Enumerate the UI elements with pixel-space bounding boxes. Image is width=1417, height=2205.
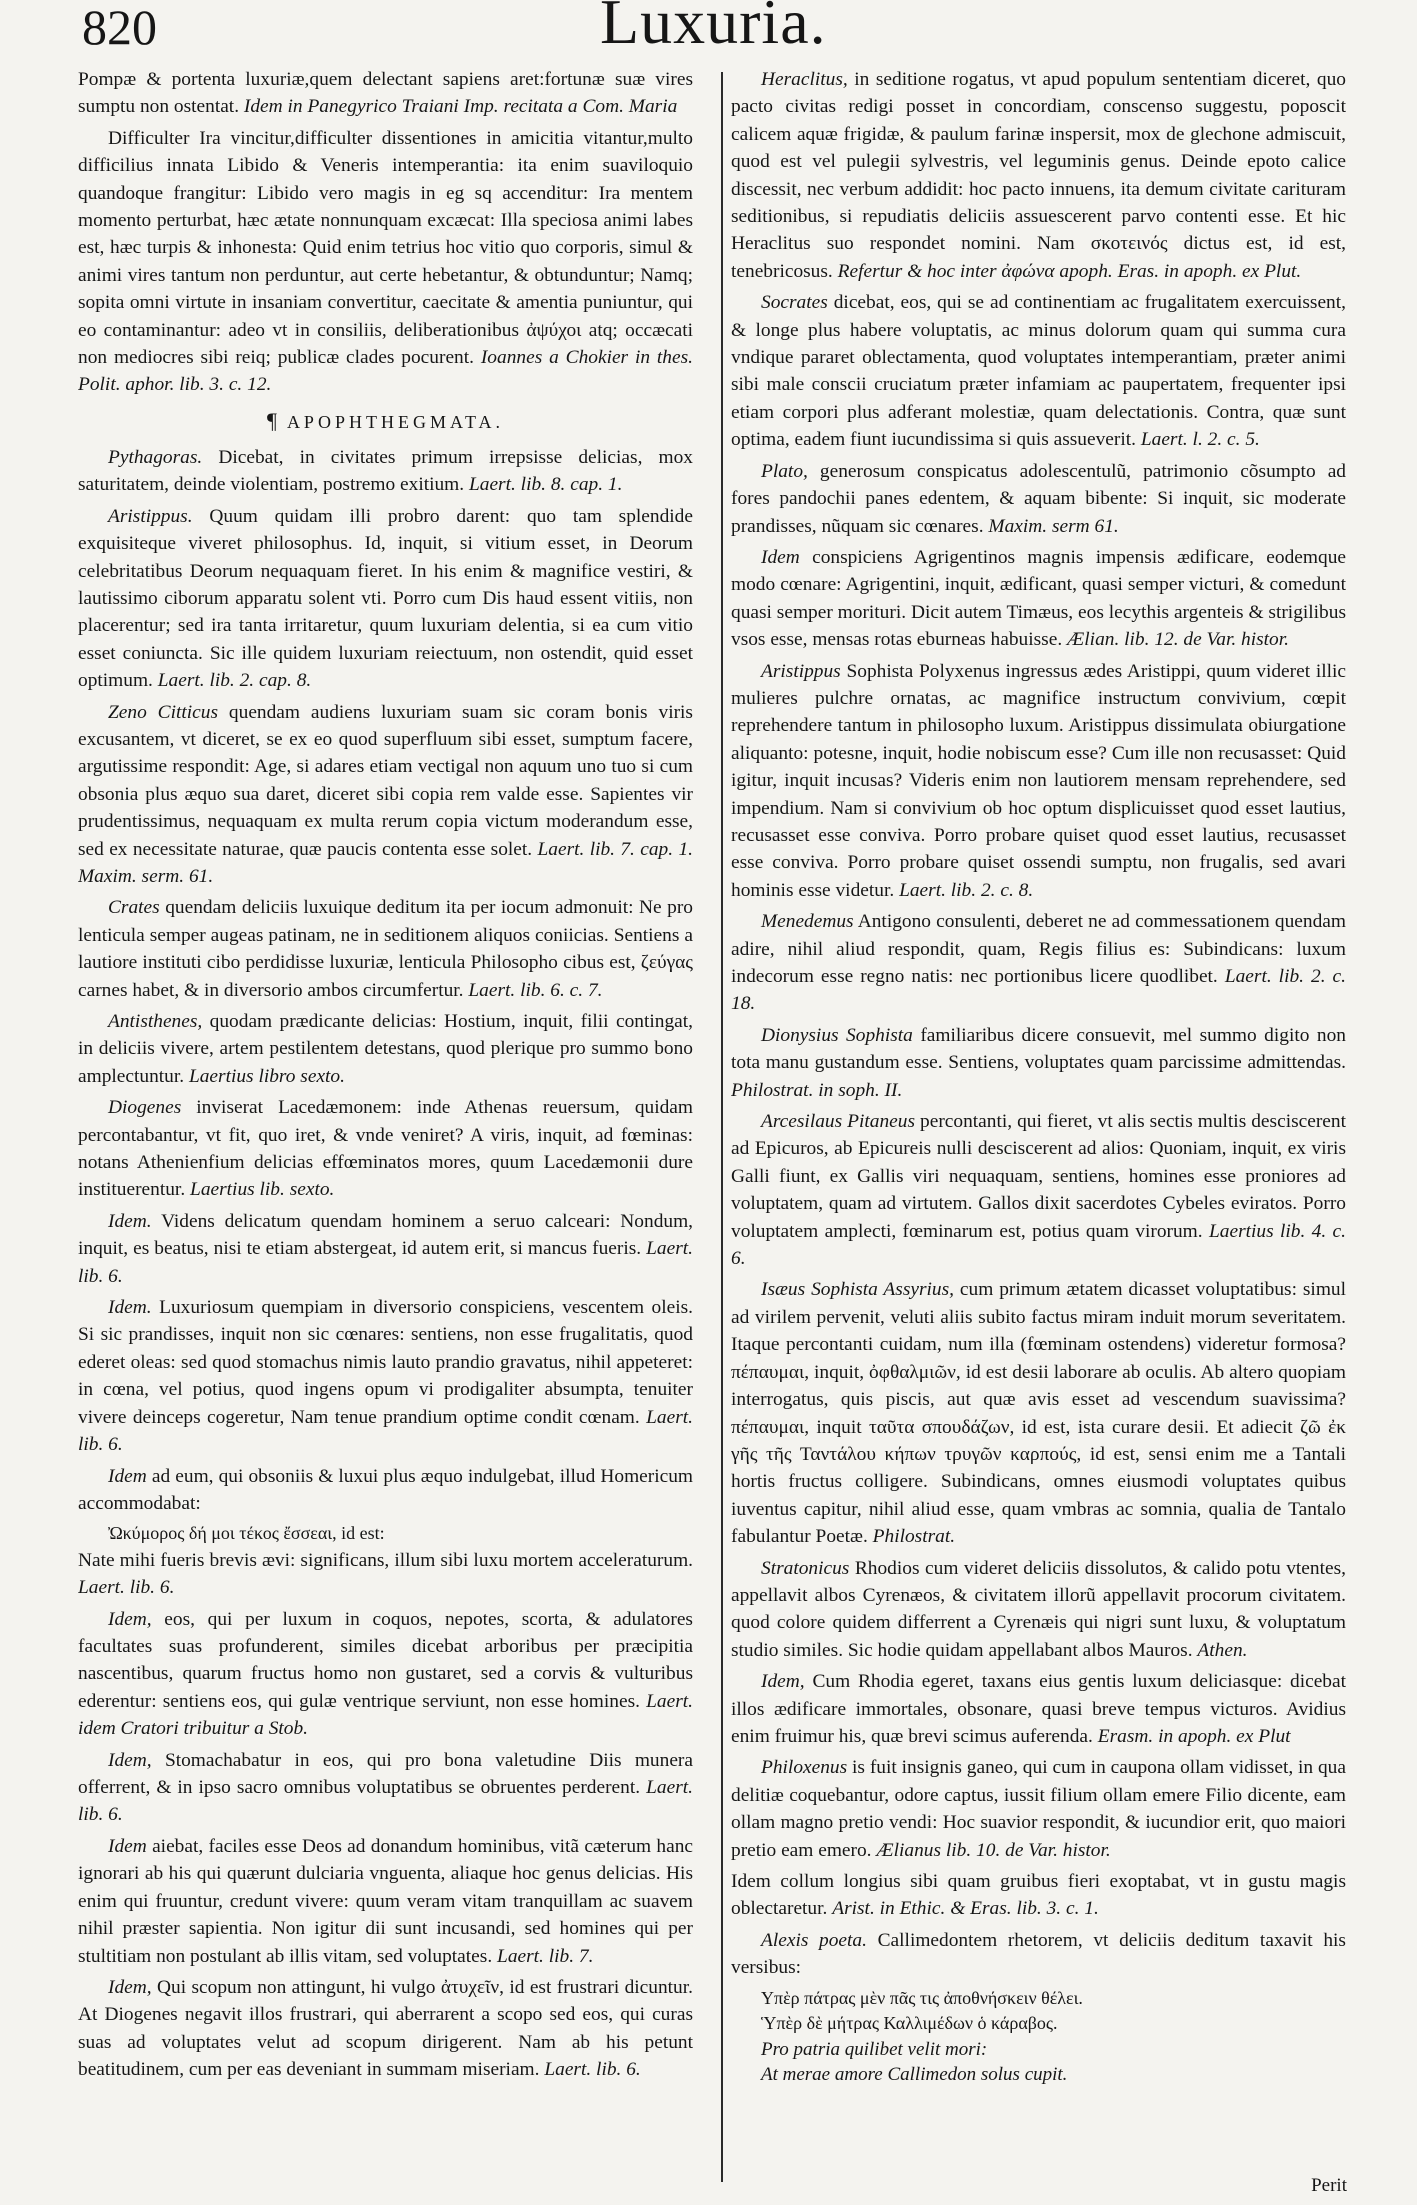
source-citation: Laert. lib. 2. cap. 8. bbox=[157, 670, 312, 692]
entry-text: Callimedontem rhetorem, vt deliciis deditum taxavit his versibus: bbox=[731, 1929, 1346, 1979]
source-citation: Laert. l. 2. c. 5. bbox=[1140, 429, 1260, 451]
source-citation: Idem in Panegyrico Traiani Imp. recitata a Com. Maria bbox=[243, 96, 678, 118]
source-citation: Maxim. serm 61. bbox=[988, 515, 1119, 537]
speaker-name: Aristippus bbox=[761, 660, 841, 682]
entry-text: familiaribus dicere consuevit, mel summo digito non tota manu gustandum esse. Sentiens, voluptates quam parcissime admittendas. bbox=[731, 1024, 1346, 1074]
entry-text: Stomachabatur in eos, qui pro bona valetudine Diis munera offerrent, & in ipso sacro omnibus voluptatibus se obruentes perderent. bbox=[78, 1749, 693, 1799]
entry-paragraph bbox=[731, 289, 1346, 453]
left-column bbox=[78, 66, 693, 2191]
speaker-name: Zeno Citticus bbox=[108, 701, 219, 723]
source-citation: Laert. lib. 6. bbox=[78, 1577, 175, 1599]
entry-text: Quum quidam illi probro darent: quo tam splendide exquisiteque viveret philosophus. Id, inquit, si vitium esset, in Deorum celebritatibus Deorum nequaquam fieret. In his enim & magnifice vestiri, & lautissimo ciborum apparatu solent vti. Porro cum Dis haud essent vitiis, non placerentur; sed ira tanta irritaretur, quum luxuriam delentia, si ea cum vitio esset coniuncta. Sic ille quidem luxuriam reiectuum, non ostendit, quid esset optimum. bbox=[78, 505, 693, 692]
right-column bbox=[731, 66, 1346, 2191]
entry-paragraph bbox=[731, 1108, 1346, 1272]
entry-paragraph bbox=[78, 1008, 693, 1090]
speaker-name: Socrates bbox=[761, 292, 828, 314]
text-columns bbox=[78, 66, 1364, 2196]
speaker-name: Dionysius Sophista bbox=[761, 1024, 913, 1046]
speaker-name: Alexis poeta. bbox=[761, 1929, 867, 1951]
entry-text: Nate mihi fueris brevis ævi: significans, illum sibi luxu mortem acceleraturum. bbox=[78, 1549, 693, 1571]
source-citation: Laertius libro sexto. bbox=[188, 1065, 345, 1087]
entry-text: quendam audiens luxuriam suam sic coram bonis viris excusantem, vt diceret, se ex eo quod superfluum sibi esset, sumptum facere, argutissime respondit: Age, si adares etiam vectigal non aquum uno tuo si cum obsonia plus æquo sua daret, diceret sibi copia rem valde esse. Sapientes vir prudentissimus, nequaquam ex multa rerum copia victum moderandum esse, sed ex necessitate naturae, quæ paucis contenta esse solet. bbox=[78, 701, 693, 860]
entry-text: conspiciens Agrigentinos magnis impensis ædificare, eodemque modo cœnare: Agrigentini, inquit, ædificant, quasi semper victuri, & comedunt quasi semper morituri. Dicit autem Timæus, eos lecythis argenteis & strigilibus vsos esse, mensas rotas eburneas habuisse. bbox=[731, 546, 1346, 651]
speaker-name: Antisthenes, bbox=[108, 1011, 203, 1032]
speaker-name: Idem. bbox=[108, 1297, 152, 1319]
source-citation: Athen. bbox=[1197, 1639, 1248, 1661]
pilcrow-icon: ¶ bbox=[266, 407, 281, 433]
page-header bbox=[0, 0, 1417, 64]
catchword: Perit bbox=[1311, 2175, 1347, 2196]
speaker-name: Pythagoras. bbox=[108, 446, 203, 468]
source-citation: Laertius lib. 4. c. 6. bbox=[731, 1220, 1346, 1270]
speaker-name: Arcesilaus Pitaneus bbox=[761, 1111, 916, 1133]
entry-paragraph bbox=[78, 1094, 693, 1204]
speaker-name: Isæus Sophista Assyrius, bbox=[761, 1279, 955, 1301]
entry-paragraph bbox=[731, 458, 1346, 540]
entry-paragraph bbox=[78, 1606, 693, 1743]
entry-paragraph bbox=[731, 908, 1346, 1018]
running-title: Luxuria. bbox=[600, 0, 827, 57]
entry-paragraph bbox=[731, 1555, 1346, 1665]
entry-text: quendam deliciis luxuique deditum ita per iocum admonuit: Ne pro lenticula semper augeas patinam, ne in seditionem aliquos coniicias. Sentiens a lautiore instituti cibo perdidisse luxuriæ, lenticula Philosopho cibus est, ζεύγας carnes habet, & in diversorio ambos circumfertur. bbox=[78, 897, 693, 1001]
entry-paragraph bbox=[78, 66, 693, 121]
speaker-name: Aristippus. bbox=[108, 505, 193, 527]
speaker-name: Idem, bbox=[761, 1671, 805, 1693]
column-rule bbox=[721, 72, 723, 2182]
source-citation: Ælian. lib. 12. de Var. histor. bbox=[1067, 629, 1289, 651]
speaker-name: Idem bbox=[761, 546, 800, 568]
verse-line: Υπὲρ πάτρας μὲν πᾶς τις ἀποθνήσκειν θέλει. bbox=[761, 1987, 1083, 2008]
source-citation: Philostrat. in soph. II. bbox=[731, 1079, 903, 1101]
speaker-name: Idem. bbox=[108, 1210, 152, 1232]
entry-text: percontanti, qui fieret, vt alis sectis multis desciscerent ad Epicuros, ab Epicureis nulli desciscerent ad alios: Quoniam, inquit, ex viris Galli fiunt, ex Gallis viri nequaquam, sentiens, homines esse proniores ad voluptatem, quam ad virtutem. Gallos dixit sacerdotes Cybeles eviratos. Porro voluptatem amplecti, fœminarum est, potius quam virorum. bbox=[731, 1111, 1346, 1242]
entry-text: Luxuriosum quempiam in diversorio conspiciens, vescentem oleis. Si sic prandisses, inquit non sic cœnares: sentiens, non esse frugalitatis, quod ederet oleas: sed quod stomachus nimis lauto prandio gravatus, nihil appeteret: in cœna, vel potius, quod ingens opum vi prodigaliter absumpta, tenuiter vivere deinceps cogeretur, Nam tenue prandium optime condit cœnam. bbox=[78, 1297, 693, 1428]
source-citation: Laert. lib. 6. bbox=[78, 1406, 693, 1456]
entry-text: dicebat, eos, qui se ad continentiam ac frugalitatem exercuissent, & longe plus habere voluptatis, ac minus dolorum quam qui summa cura vndique pararet oblectamenta, quod voluptates intemperantiam, præter animi sibi male conscii cruciatum præter infamiam ac paupertatem, frequenter ipsi etiam corpori plus adferant molestiæ, quam delectationis. Contra, quæ sunt optima, eadem fiunt iucundissima si quis assueverit. bbox=[731, 292, 1346, 451]
entry-paragraph bbox=[78, 1547, 693, 1602]
verse-line: At merae amore Callimedon solus cupit. bbox=[761, 2064, 1068, 2086]
speaker-name: Idem bbox=[108, 1835, 147, 1857]
source-citation: Laertius lib. sexto. bbox=[190, 1179, 335, 1201]
entry-text: Dicebat, in civitates primum irrepsisse delicias, mox saturitatem, deinde violentiam, postremo exitium. bbox=[78, 446, 693, 496]
entry-paragraph bbox=[731, 658, 1346, 905]
page-number: 820 bbox=[82, 0, 157, 55]
entry-text: Sophista Polyxenus ingressus ædes Aristippi, quum videret illic mulieres pulchre ornatas, ac magnifice instructum convivium, cœpit reprehendere tantum in philosopho luxum. Aristippus dissimulata obiurgatione aliquanto: potesne, inquit, hodie nobiscum esse? Cum ille non recusasset: Quid igitur, inquit incusas? Videris enim non lautiorem mensam reprehendere, sed impendium. Nam si convivium ob hoc optum displicuisset quod esset lautius, recusasset esse conviva. Porro probare quiset quod esset lautius, recusasset esse conviva. Porro probare quiset ossendi sumptu, non frugalis, sed avari hominis esse videtur. bbox=[731, 660, 1346, 901]
entry-paragraph bbox=[78, 1208, 693, 1290]
section-heading-text: APOPHTHEGMATA. bbox=[286, 411, 505, 432]
source-citation: Erasm. in apoph. ex Plut bbox=[1097, 1725, 1291, 1747]
source-citation: Laert. lib. 6. bbox=[544, 2059, 641, 2081]
speaker-name: Diogenes bbox=[108, 1097, 182, 1119]
entry-paragraph bbox=[78, 699, 693, 891]
entry-text: quodam prædicante delicias: Hostium, inquit, filii contingat, in deliciis vivere, artem pestilentem detestans, quod plerique pro summo bono amplectuntur. bbox=[78, 1011, 693, 1087]
entry-paragraph bbox=[78, 1974, 693, 2084]
speaker-name: Crates bbox=[108, 897, 160, 919]
entry-text: Pompæ & portenta luxuriæ,quem delectant sapiens aret:fortunæ suæ vires sumptu non ostentat. bbox=[78, 69, 693, 118]
entry-paragraph bbox=[731, 1276, 1346, 1550]
verse-line: Pro patria quilibet velit mori: bbox=[761, 2038, 988, 2060]
source-citation: Ioannes a Chokier in thes. Polit. aphor. lib. 3. c. 12. bbox=[78, 347, 693, 396]
entry-text: aiebat, faciles esse Deos ad donandum hominibus, vitã cæterum hanc ignorari ab his qui quærunt dulciaria vnguenta, aliaque hoc genus delicias. His enim qui fruuntur, credunt vivere: quum veram vitam tranquillam ac suavem nihil præster sapientia. Non igitur dii sunt incusandi, sed homines qui per stultitiam non postulant ab illis vitam, sed voluptates. bbox=[78, 1835, 693, 1967]
entry-paragraph bbox=[78, 1747, 693, 1829]
verse-line: Ὑπὲρ δὲ μήτρας Καλλιμέδων ὁ κάραβος. bbox=[761, 2013, 1058, 2034]
source-citation: Ælianus lib. 10. de Var. histor. bbox=[876, 1839, 1111, 1861]
entry-text: in seditione rogatus, vt apud populum sententiam diceret, quo pacto civitas redigi posset in concordiam, conscenso suggestu, poposcit calicem aquæ frigidæ, & paulum farinæ inspersit, mox de glechone admiscuit, quod est vel pulegii sylvestris, vel leguminis genus. Deinde epoto calice discessit, nec verbum addidit: hoc pacto innuens, ita demum civitate carituram seditionibus, si repudiatis deliciis assuescerent parvo contenti esse. Et hic Heraclitus suo respondet nomini. Nam σκοτεινός dictus est, id est, tenebricosus. bbox=[731, 69, 1346, 282]
entry-text: Cum Rhodia egeret, taxans eius gentis luxum deliciasque: dicebat illos ædificare immortales, obsonare, quasi breve tempus victuros. Avidius enim fruimur his, quæ brevi scimus auferenda. bbox=[731, 1671, 1346, 1747]
entry-paragraph bbox=[78, 1833, 693, 1970]
source-citation: Laert. lib. 7. bbox=[497, 1945, 594, 1967]
source-citation: Laert. lib. 6. c. 7. bbox=[468, 979, 603, 1001]
entry-text: Qui scopum non attingunt, hi vulgo ἀτυχεῖν, id est frustrari dicuntur. At Diogenes negavit illos frustrari, qui aberrarent a scopo sed eos, qui curas suas ad voluptates velut ad scopum dirigerent. Nam ab his petunt beatitudinem, cum per eas deveniant in summam miseriam. bbox=[78, 1976, 693, 2081]
speaker-name: Stratonicus bbox=[761, 1557, 850, 1579]
entry-text: is fuit insignis ganeo, qui cum in caupona ollam vidisset, in qua delitiæ coquebantur, odore captus, iussit filium ollam emere Filio dicente, eam ollam magno pretio vendi: Hoc suavior respondit, & iucundior erit, quo maiori pretio eam emero. bbox=[731, 1757, 1346, 1861]
entry-paragraph bbox=[731, 1022, 1346, 1104]
entry-text: Difficulter Ira vincitur,difficulter dissentiones in amicitia vitantur,multo difficilius innata Libido & Veneris intemperantia: ita enim suaviloquio quandoque frangitur: Libido vero magis in eg sq accenditur: Ira mentem momento perturbat, hæc ætate nonnunquam excæcat: Illa speciosa animi labes est, hæc turpis & inhonesta: Quid enim tetrius hoc vitio quo corporis, simul & animi vires tantum non perduntur, aut certe hebetantur, & obtunduntur; Namq; sopita omni virtute in insaniam convertitur, caecitate & amentia puniuntur, qui eo contaminantur: adeo vt in consiliis, deliberationibus ἀψύχοι atq; occæcati non mediocres sibi reiq; publicæ clades pocurent. bbox=[78, 127, 693, 369]
entry-text: generosum conspicatus adolescentulũ, patrimonio cõsumpto ad fores pandochii panes edentem, & aquam bibente: Si inquit, sic moderate prandisses, nũquam sic cœnares. bbox=[731, 460, 1346, 537]
source-citation: Laert. lib. 8. cap. 1. bbox=[468, 474, 623, 496]
entry-paragraph bbox=[731, 1927, 1346, 1982]
entry-text: inviserat Lacedæmonem: inde Athenas reuersum, quidam percontabantur, vt fit, quo iret, & vnde veniret? A viris, inquit, ad fœminas: notans Athenienfium delicias effœminatos mores, quum Lacedæmonii dure instituerentur. bbox=[78, 1097, 693, 1201]
entry-text: Videns delicatum quendam hominem a seruo calceari: Nondum, inquit, es beatus, nisi te etiam abstergeat, id autem erit, si mancus fueris. bbox=[78, 1210, 693, 1260]
entry-paragraph bbox=[78, 1463, 693, 1518]
entry-paragraph bbox=[731, 1668, 1346, 1750]
entry-text: eos, qui per luxum in coquos, nepotes, scorta, & adulatores facultates suas profunderent, similes dicebat arboribus per præcipitia nascentibus, quarum fructus homo non gustaret, sed a corvis & vulturibus ederentur: sentiens eos, qui gulæ ventrique serviunt, non esse homines. bbox=[78, 1608, 693, 1712]
speaker-name: Idem, bbox=[108, 1976, 152, 1998]
source-citation: Laert. idem Cratori tribuitur a Stob. bbox=[78, 1690, 693, 1740]
verse-line: Ὠκύμορος δή μοι τέκος ἔσσεαι, id est: bbox=[108, 1523, 385, 1544]
entry-paragraph bbox=[78, 444, 693, 499]
speaker-name: Plato, bbox=[761, 460, 808, 482]
speaker-name: Heraclitus, bbox=[761, 69, 848, 90]
source-citation: Laert. lib. 6. bbox=[78, 1777, 693, 1826]
entry-paragraph bbox=[731, 544, 1346, 654]
source-citation: Laert. lib. 7. cap. 1. Maxim. serm. 61. bbox=[78, 838, 693, 887]
source-citation: Arist. in Ethic. & Eras. lib. 3. c. 1. bbox=[832, 1898, 1099, 1920]
entry-paragraph bbox=[78, 125, 693, 399]
entry-paragraph bbox=[731, 1754, 1346, 1864]
entry-paragraph bbox=[78, 1294, 693, 1458]
entry-text: Idem collum longius sibi quam gruibus fieri exoptabat, vt in gustu magis oblectaretur. bbox=[731, 1871, 1346, 1920]
speaker-name: Menedemus bbox=[761, 911, 854, 933]
entry-text: cum primum ætatem dicasset voluptatibus: simul ad virilem pervenit, veluti aliis subito factus miram induit morum severitatem. Itaque percontanti cuidam, num illa (fœminam ostendens) videretur formosa? πέπαυμαι, inquit, ὀφθαλμιῶν, id est desii laborare ab oculis. Ab altero quopiam interrogatus, quis piscis, aut quæ avis esset ad vescendum suavissima? πέπαυμαι, inquit ταῦτα σπουδάζων, id est, ista curare desii. Et adiecit ζῶ ἐκ γῆς τῆς Ταντάλου κήπων τρυγῶν καρπούς, id est, sensi enim me a Tantali hortis fructus colligere. Subindicans, omnes eiusmodi voluptates quibus iuventus capitur, nihil aliud esse, quam vmbras ac somnia, qualia de Tantalo fabulantur Poetæ. bbox=[731, 1279, 1346, 1548]
entry-paragraph bbox=[731, 66, 1346, 285]
speaker-name: Philoxenus bbox=[761, 1757, 848, 1779]
speaker-name: Idem, bbox=[108, 1608, 152, 1630]
speaker-name: Idem bbox=[108, 1465, 147, 1487]
source-citation: Laert. lib. 2. c. 18. bbox=[731, 966, 1346, 1015]
section-heading bbox=[78, 409, 693, 434]
source-citation: Philostrat. bbox=[872, 1526, 956, 1548]
source-citation: Laert. lib. 6. bbox=[78, 1238, 693, 1287]
speaker-name: Idem, bbox=[108, 1749, 152, 1771]
entry-text: Antigono consulenti, deberet ne ad commessationem quendam adire, nihil aliud respondit, quam, Regis filius es: Subindicans: luxum indecorum esse regno natis: nec portionibus licere quodlibet. bbox=[731, 911, 1346, 987]
source-citation: Laert. lib. 2. c. 8. bbox=[899, 879, 1034, 901]
entry-text: Rhodios cum videret deliciis dissolutos, & calido potu vtentes, appellavit albos Cyrenæos, & civitatem illorũ appellavit procorum civitatem. quod colore quidem differrent a Cyrenæis qui nigri sunt luxu, & voluptatum studio similes. Sic hodie quidam appellabant albos Mauros. bbox=[731, 1557, 1346, 1661]
entry-paragraph bbox=[78, 503, 693, 695]
entry-text: ad eum, qui obsoniis & luxui plus æquo indulgebat, illud Homericum accommodabat: bbox=[78, 1465, 693, 1514]
entry-paragraph bbox=[731, 1868, 1346, 1923]
entry-paragraph bbox=[78, 894, 693, 1004]
source-citation: Refertur & hoc inter ἀφώνα apoph. Eras. in apoph. ex Plut. bbox=[837, 260, 1302, 282]
